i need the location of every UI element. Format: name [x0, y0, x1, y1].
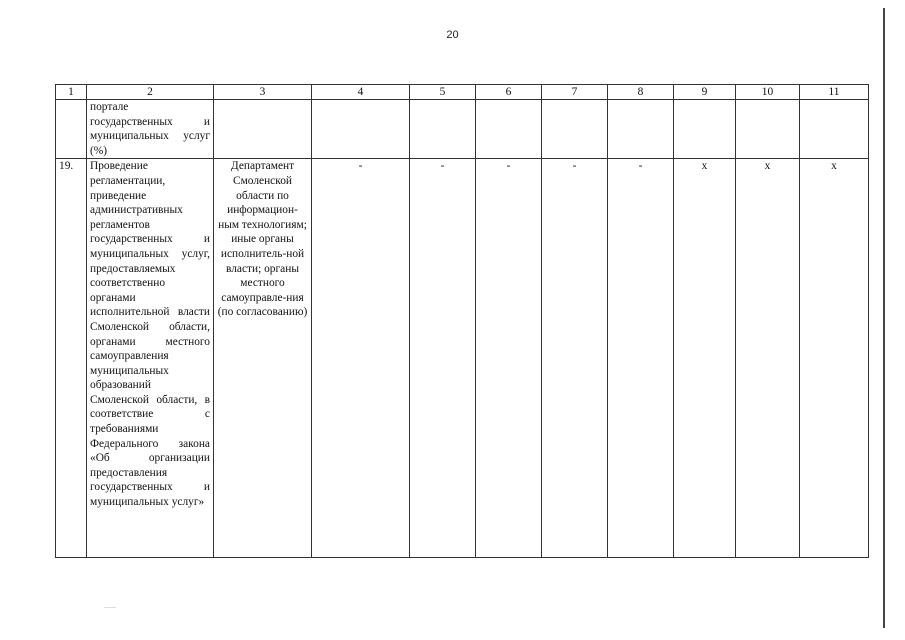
header-cell: 7	[542, 85, 608, 100]
scan-artifact	[104, 607, 116, 608]
header-cell: 1	[56, 85, 87, 100]
value-cell	[736, 100, 800, 159]
value-cell	[608, 100, 674, 159]
value-cell	[542, 100, 608, 159]
header-cell: 9	[674, 85, 736, 100]
value-cell: х	[674, 159, 736, 558]
executor-cell: Департамент Смоленской области по информацион-ным технологиям; иные органы исполнитель-ной власти; органы местного самоуправле-ния (по согласованию)	[214, 159, 312, 558]
table-row	[56, 100, 869, 159]
value-cell: -	[542, 159, 608, 558]
header-cell: 5	[410, 85, 476, 100]
indicators-table	[55, 84, 869, 558]
page-number: 20	[446, 29, 459, 41]
value-cell: -	[608, 159, 674, 558]
row-number-cell	[56, 100, 87, 159]
value-cell: -	[312, 159, 410, 558]
header-row	[56, 85, 869, 100]
value-cell	[674, 100, 736, 159]
page-edge-rule	[883, 8, 885, 628]
value-cell	[312, 100, 410, 159]
header-cell: 11	[800, 85, 869, 100]
row-number-cell: 19.	[56, 159, 87, 558]
value-cell	[410, 100, 476, 159]
value-cell	[800, 100, 869, 159]
header-cell: 2	[87, 85, 214, 100]
value-cell: -	[476, 159, 542, 558]
executor-cell	[214, 100, 312, 159]
value-cell: х	[800, 159, 869, 558]
header-cell: 6	[476, 85, 542, 100]
indicator-name-cell: Проведение регламентации, приведение административных регламентов государственных и муниципальных услуг, предоставляемых соответственно органами исполнительной власти Смоленской области, органами местного самоуправления муниципальных образований Смоленской области, в соответствие с требованиями Федерального закона «Об организации предоставления государственных и муниципальных услуг»	[87, 159, 214, 558]
header-cell: 3	[214, 85, 312, 100]
value-cell	[476, 100, 542, 159]
value-cell: х	[736, 159, 800, 558]
table-row	[56, 159, 869, 558]
header-cell: 10	[736, 85, 800, 100]
header-cell: 4	[312, 85, 410, 100]
header-cell: 8	[608, 85, 674, 100]
value-cell: -	[410, 159, 476, 558]
indicator-name-cell: портале государственных и муниципальных услуг (%)	[87, 100, 214, 159]
